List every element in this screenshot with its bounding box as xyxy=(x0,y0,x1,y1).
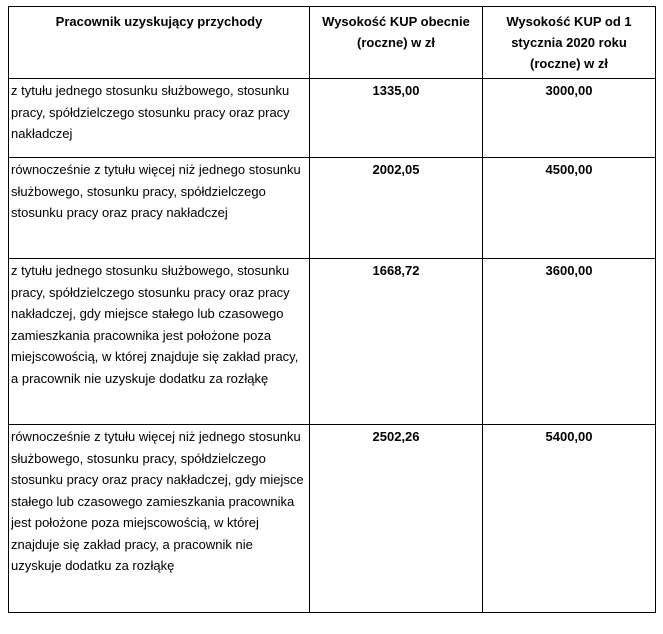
row-kup-current: 2002,05 xyxy=(310,158,483,259)
row-description: równocześnie z tytułu więcej niż jednego stosunku służbowego, stosunku pracy, spółdzielczego stosunku pracy oraz pracy nakładczej xyxy=(9,158,310,259)
table-row xyxy=(9,79,656,158)
row-kup-current: 2502,26 xyxy=(310,425,483,613)
row-kup-2020: 5400,00 xyxy=(483,425,656,613)
row-description: z tytułu jednego stosunku służbowego, stosunku pracy, spółdzielczego stosunku pracy oraz pracy nakładczej xyxy=(9,79,310,158)
header-kup-2020: Wysokość KUP od 1 stycznia 2020 roku (roczne) w zł xyxy=(483,7,656,79)
row-kup-current: 1668,72 xyxy=(310,259,483,425)
row-description: równocześnie z tytułu więcej niż jednego stosunku służbowego, stosunku pracy, spółdzielczego stosunku pracy oraz pracy nakładczej, gdy miejsce stałego lub czasowego zamieszkania pracownika jest położone poza miejscowością, w której znajduje się zakład pracy, a pracownik nie uzyskuje dodatku za rozłąkę xyxy=(9,425,310,613)
header-employee: Pracownik uzyskujący przychody xyxy=(9,7,310,79)
row-kup-2020: 3600,00 xyxy=(483,259,656,425)
table-row xyxy=(9,425,656,613)
header-kup-current: Wysokość KUP obecnie (roczne) w zł xyxy=(310,7,483,79)
kup-table xyxy=(8,6,656,613)
row-description: z tytułu jednego stosunku służbowego, stosunku pracy, spółdzielczego stosunku pracy oraz pracy nakładczej, gdy miejsce stałego lub czasowego zamieszkania pracownika jest położone poza miejscowością, w której znajduje się zakład pracy, a pracownik nie uzyskuje dodatku za rozłąkę xyxy=(9,259,310,425)
row-kup-current: 1335,00 xyxy=(310,79,483,158)
table-row xyxy=(9,259,656,425)
row-kup-2020: 4500,00 xyxy=(483,158,656,259)
table-row xyxy=(9,158,656,259)
row-kup-2020: 3000,00 xyxy=(483,79,656,158)
table-header-row xyxy=(9,7,656,79)
